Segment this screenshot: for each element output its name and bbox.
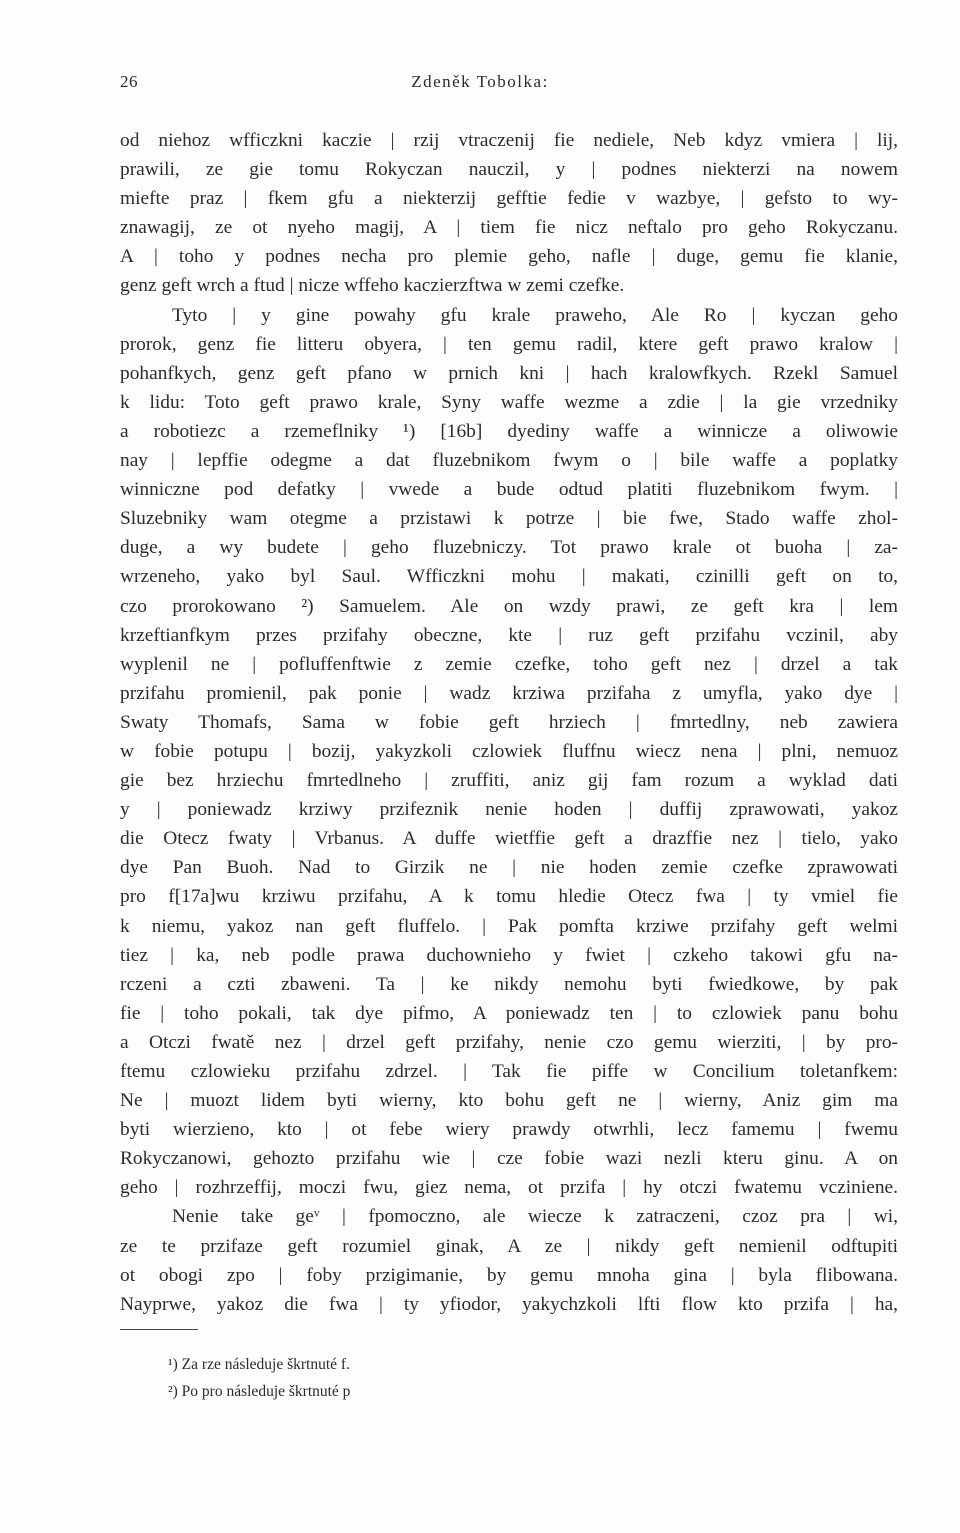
text-line: y | poniewadz krziwy przifeznik nenie hoden | duffij zprawowati, yakoz [120,799,898,821]
text-line: Sluzebniky wam otegme a przistawi k potrze | bie fwe, Stado waffe zhol- [120,508,898,530]
text-line: prawili, ze gie tomu Rokyczan nauczil, y | podnes niekterzi na nowem [120,159,898,181]
footnote: ²) Po pro následuje škrtnuté p [168,1383,351,1400]
text-line: pohanfkych, genz geft pfano w prnich kni | hach kralowfkych. Rzekl Samuel [120,362,898,384]
text-line: w fobie potupu | bozij, yakyzkoli czlowiek fluffnu wiecz nena | plni, nemuoz [120,740,898,762]
footnote-rule [120,1329,198,1330]
text-line: A | toho y podnes necha pro plemie geho, nafle | duge, gemu fie klanie, [120,246,898,268]
text-line: winniczne pod defatky | vwede a bude odtud platiti fluzebnikom fwym. | [120,479,898,501]
text-line: dye Pan Buoh. Nad to Girzik ne | nie hoden zemie czefke zprawowati [120,857,898,879]
text-line: prorok, genz fie litteru obyera, | ten gemu radil, ktere geft prawo kralow | [120,333,898,355]
text-line: Swaty Thomafs, Sama w fobie geft hrziech | fmrtedlny, neb zawiera [120,711,898,733]
text-line: tiez | ka, neb podle prawa duchownieho y fwiet | czkeho takowi gfu na- [120,944,898,966]
text-line: Nayprwe, yakoz die fwa | ty yfiodor, yakychzkoli lfti flow kto przifa | ha, [120,1293,898,1315]
body-text [120,126,898,1319]
text-line: czo prorokowano ²) Samuelem. Ale on wzdy prawi, ze geft kra | lem [120,595,898,617]
text-line: gie bez hrziechu fmrtedlneho | zruffiti, aniz gij fam rozum a wyklad dati [120,770,898,792]
text-line: ot obogi zpo | foby przigimanie, by gemu mnoha gina | byla flibowana. [120,1264,898,1286]
text-line: nay | lepffie odegme a dat fluzebnikom fwym o | bile waffe a poplatky [120,450,898,472]
text-line: die Otecz fwaty | Vrbanus. A duffe wietffie geft a drazffie nez | tielo, yako [120,828,898,850]
text-line: Ne | muozt lidem byti wierny, kto bohu geft ne | wierny, Aniz gim ma [120,1090,898,1112]
text-line: znawagij, ze ot nyeho magij, A | tiem fie nicz neftalo pro geho Rokyczanu. [120,217,898,239]
text-line: Nenie take geᵛ | fpomoczno, ale wiecze k zatraczeni, czoz pra | wi, [172,1206,898,1228]
text-line: wyplenil ne | pofluffenftwie z zemie czefke, toho geft nez | drzel a tak [120,653,898,675]
footnote: ¹) Za rze následuje škrtnuté f. [168,1356,350,1373]
text-line: krzeftianfkym przes przifahy obeczne, kte | ruz geft przifahu vczinil, aby [120,624,898,646]
text-line: ze te przifaze geft rozumiel ginak, A ze | nikdy geft nemienil odftupiti [120,1235,898,1257]
text-line: genz geft wrch a ftud | nicze wffeho kaczierzftwa w zemi czefke. [120,275,625,297]
text-line: a robotiezc a rzemeflniky ¹) [16b] dyediny waffe a winnicze a oliwowie [120,420,898,442]
page-number: 26 [120,72,138,91]
text-line: byti wierzieno, kto | ot febe wiery prawdy otwrhli, lecz famemu | fwemu [120,1119,898,1141]
footnotes [168,1351,768,1405]
running-head: Zdeněk Tobolka: [411,72,549,91]
text-line: geho | rozhrzeffij, moczi fwu, giez nema, ot przifa | hy otczi fwatemu vcziniene. [120,1177,898,1199]
text-line: pro f[17a]wu krziwu przifahu, A k tomu hledie Otecz fwa | ty vmiel fie [120,886,898,908]
text-line: miefte praz | fkem gfu a niekterzij gefftie fedie v wazbye, | gefsto to wy- [120,188,898,210]
text-line: wrzeneho, yako byl Saul. Wfficzkni mohu | makati, czinilli geft on to, [120,566,898,588]
text-line: k lidu: Toto geft prawo krale, Syny waffe wezme a zdie | la gie vrzedniky [120,391,898,413]
text-line: a Otczi fwatě nez | drzel geft przifahy, nenie czo gemu wierziti, | by pro- [120,1031,898,1053]
text-line: przifahu promienil, pak ponie | wadz krziwa przifaha z umyfla, yako dye | [120,682,898,704]
text-line: rczeni a czti zbaweni. Ta | ke nikdy nemohu byti fwiedkowe, by pak [120,973,898,995]
text-line: k niemu, yakoz nan geft fluffelo. | Pak pomfta krziwe przifahy geft welmi [120,915,898,937]
text-line: od niehoz wfficzkni kaczie | rzij vtraczenij fie nediele, Neb kdyz vmiera | lij, [120,130,898,151]
text-line: duge, a wy budete | geho fluzebniczy. Tot prawo krale ot buoha | za- [120,537,898,559]
text-line: Rokyczanowi, gehozto przifahu wie | cze fobie wazi nezli kteru ginu. A on [120,1148,898,1170]
text-line: fie | toho pokali, tak dye pifmo, A poniewadz ten | to czlowiek panu bohu [120,1002,898,1024]
text-line: Tyto | y gine powahy gfu krale praweho, Ale Ro | kyczan geho [172,304,898,326]
text-line: ftemu czlowieku przifahu zdrzel. | Tak fie piffe w Concilium toletanfkem: [120,1061,898,1082]
